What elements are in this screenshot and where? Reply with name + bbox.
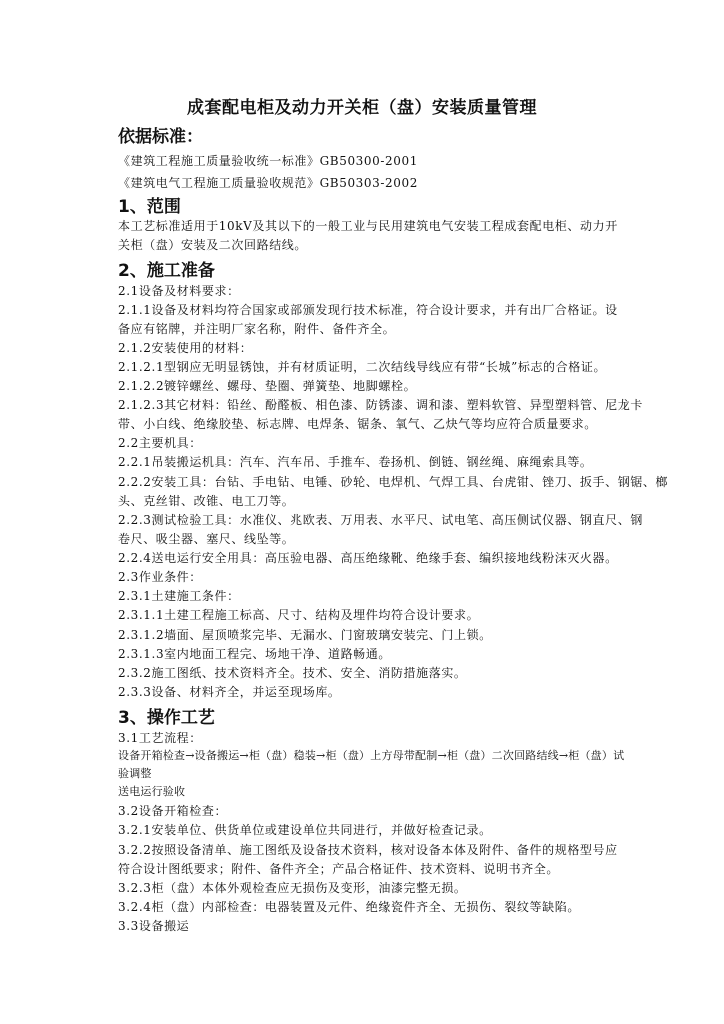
section-3-line: 3.1工艺流程： (118, 731, 202, 745)
section-2-line: 2.3.1土建施工条件： (118, 589, 240, 603)
section-1-line: 关柜（盘）安装及二次回路结线。 (118, 238, 308, 252)
section-2-line: 2.2.2安装工具：台钻、手电钻、电锤、砂轮、电焊机、气焊工具、台虎钳、锉刀、扳手、钢锯、榔 (118, 475, 669, 489)
section-1-line: 本工艺标准适用于10kV及其以下的一般工业与民用建筑电气安装工程成套配电柜、动力开 (118, 219, 618, 233)
section-3-line: 符合设计图纸要求；附件、备件齐全；产品合格证件、技术资料、说明书齐全。 (118, 862, 560, 876)
section-2-line: 2.1设备及材料要求： (118, 284, 240, 298)
basis-item: 《建筑电气工程施工质量验收规范》GB50303-2002 (118, 176, 418, 190)
section-2-line: 2.3.2施工图纸、技术资料齐全。技术、安全、消防措施落实。 (118, 666, 467, 680)
section-2-line: 卷尺、吸尘器、塞尺、线坠等。 (118, 532, 295, 546)
section-2-line: 2.3.1.3室内地面工程完、场地干净、道路畅通。 (118, 647, 391, 661)
section-2-line: 2.1.1设备及材料均符合国家或部颁发现行技术标准，符合设计要求，并有出厂合格证。设 (118, 303, 618, 317)
section-2-line: 2.1.2.1型钢应无明显锈蚀，并有材质证明，二次结线导线应有带“长城”标志的合格证。 (118, 360, 607, 374)
section-2-line: 2.1.2.3其它材料：铅丝、酚醛板、相色漆、防锈漆、调和漆、塑料软管、异型塑料管、尼龙卡 (118, 398, 643, 412)
section-3-line: 3.2.1安装单位、供货单位或建设单位共同进行，并做好检查记录。 (118, 823, 492, 837)
section-3-line: 3.3设备搬运 (118, 919, 190, 933)
section-2-line: 2.2.4送电运行安全用具：高压验电器、高压绝缘靴、绝缘手套、编织接地线粉沫灭火器。 (118, 551, 618, 565)
section-2-line: 2.2.3测试检验工具：水准仪、兆欧表、万用表、水平尺、试电笔、高压侧试仪器、钢直尺、钢 (118, 513, 643, 527)
document-title: 成套配电柜及动力开关柜（盘）安装质量管理 (187, 98, 537, 118)
section-2-line: 2.3.1.1土建工程施工标高、尺寸、结构及埋件均符合设计要求。 (118, 608, 480, 622)
section-3-line: 3.2.3柜（盘）本体外观检查应无损伤及变形，油漆完整无损。 (118, 881, 467, 895)
section-3-line: 3.2.4柜（盘）内部检查：电器装置及元件、绝缘瓷件齐全、无损伤、裂纹等缺陷。 (118, 900, 580, 914)
section-2-heading: 2、施工准备 (118, 261, 215, 281)
section-2-line: 2.3作业条件： (118, 570, 202, 584)
basis-item: 《建筑工程施工质量验收统一标准》GB50300-2001 (118, 154, 418, 168)
basis-heading: 依据标准： (118, 127, 203, 147)
section-3-line: 验调整 (118, 767, 152, 780)
section-2-line: 2.2主要机具： (118, 436, 202, 450)
section-1-heading: 1、范围 (118, 197, 181, 217)
section-2-line: 2.1.2安装使用的材料： (118, 341, 253, 355)
section-2-line: 带、小白线、绝缘胶垫、标志牌、电焊条、锯条、氧气、乙炔气等均应符合质量要求。 (118, 417, 597, 431)
section-2-line: 2.3.3设备、材料齐全，并运至现场库。 (118, 685, 341, 699)
section-3-line: 设备开箱检查→设备搬运→柜（盘）稳装→柜（盘）上方母带配制→柜（盘）二次回路结线→柜（盘）试 (118, 749, 625, 762)
section-2-line: 2.2.1吊装搬运机具：汽车、汽车吊、手推车、卷扬机、倒链、钢丝绳、麻绳索具等。 (118, 455, 593, 469)
section-3-heading: 3、操作工艺 (118, 708, 215, 728)
section-2-line: 备应有铭牌，并注明厂家名称，附件、备件齐全。 (118, 322, 396, 336)
section-3-line: 送电运行验收 (118, 785, 186, 798)
section-3-line: 3.2设备开箱检查： (118, 804, 228, 818)
section-2-line: 头、克丝钳、改锥、电工刀等。 (118, 494, 295, 508)
section-2-line: 2.3.1.2墙面、屋顶喷浆完毕、无漏水、门窗玻璃安装完、门上锁。 (118, 628, 492, 642)
section-3-line: 3.2.2按照设备清单、施工图纸及设备技术资料，核对设备本体及附件、备件的规格型号应 (118, 843, 618, 857)
section-2-line: 2.1.2.2镀锌螺丝、螺母、垫圈、弹簧垫、地脚螺栓。 (118, 379, 417, 393)
